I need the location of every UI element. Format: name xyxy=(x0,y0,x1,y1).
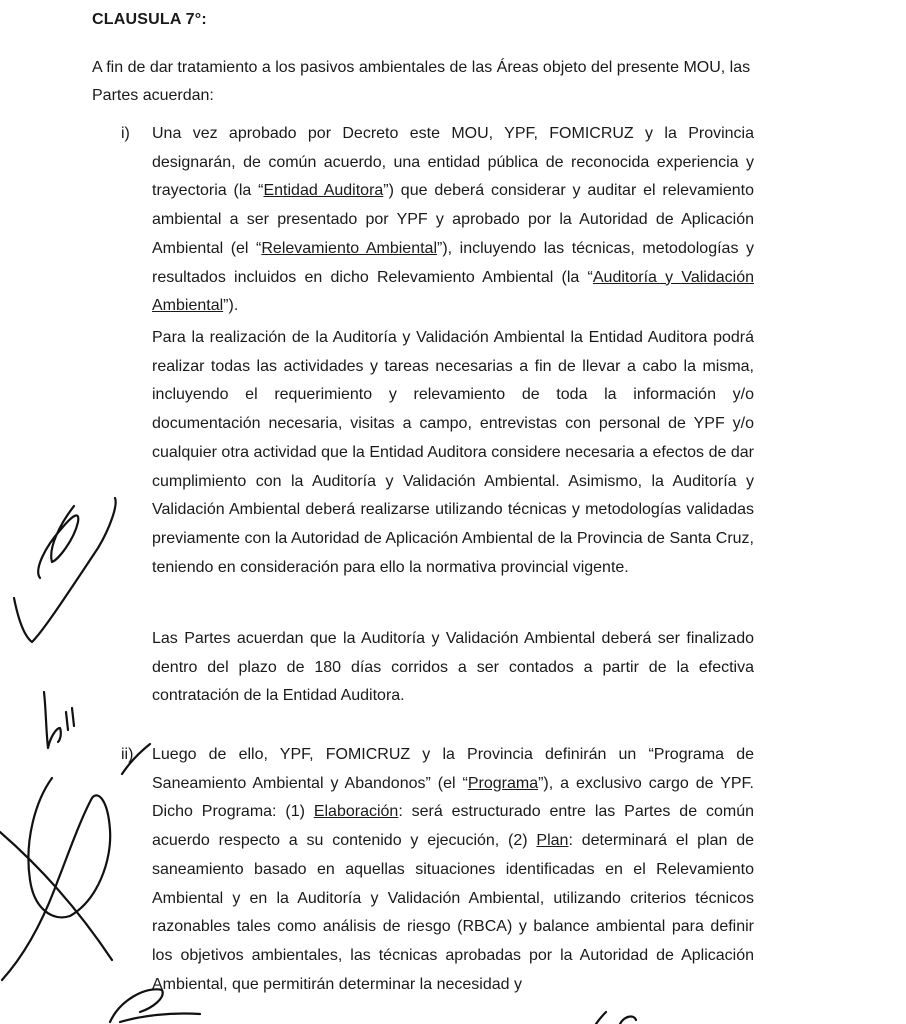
item-ii-paragraph xyxy=(152,741,754,999)
item-ii-text-b: ”), a exclusivo cargo de YPF. Dicho Programa: (1) xyxy=(152,774,754,821)
signature-stroke-9 xyxy=(596,1012,636,1024)
clause-heading: CLAUSULA 7°: xyxy=(92,11,207,28)
item-i-paragraph-3: Las Partes acuerdan que la Auditoría y Validación Ambiental deberá ser finalizado dentro del plazo de 180 días corridos a ser contados a partir de la efectiva contratación de la Entidad Auditora. xyxy=(152,630,754,705)
signature-stroke-2 xyxy=(38,506,78,578)
signature-stroke-3 xyxy=(44,692,61,748)
item-ii-text-d: : determinará el plan de saneamiento basado en aquellas situaciones identificadas en el Relevamiento Ambiental y en la Auditoría y Validación Ambiental, utilizando criterios técnicos razonables tales como análisis de riesgo (RBCA) y balance ambiental para definir los objetivos ambientales, las técnicas aprobadas por la Autoridad de Aplicación Ambiental, que permitirán determinar la necesidad y xyxy=(152,832,754,993)
signature-stroke-4 xyxy=(66,708,74,730)
term-programa: Programa xyxy=(467,774,539,792)
item-i-number: i) xyxy=(121,125,130,142)
term-auditoria-validacion: Auditoría y Validación Ambiental xyxy=(152,268,754,315)
term-relevamiento-ambiental: Relevamiento Ambiental xyxy=(261,239,437,257)
term-elaboracion: Elaboración xyxy=(313,803,399,821)
item-i-p1-text-a: Una vez aprobado por Decreto este MOU, YPF, FOMICRUZ y la Provincia designarán, de común acuerdo, una entidad pública de reconocida experiencia y trayectoria (la “ xyxy=(152,125,754,200)
item-ii-number: ii) xyxy=(121,746,134,763)
item-i-paragraph-2: Para la realización de la Auditoría y Validación Ambiental la Entidad Auditora podrá realizar todas las actividades y tareas necesarias a fin de llevar a cabo la misma, incluyendo el requerimiento y relevamiento de toda la información y/o documentación necesaria, visitas a campo, entrevistas con personal de YPF y/o cualquier otra actividad que la Entidad Auditora considere necesaria a efectos de dar cumplimiento con la Auditoría y Validación Ambiental. Asimismo, la Auditoría y Validación Ambiental deberá realizarse utilizando técnicas y metodologías validadas previamente con la Autoridad de Aplicación Ambiental de la Provincia de Santa Cruz, teniendo en consideración para ello la normativa provincial vigente. xyxy=(152,329,754,576)
term-plan: Plan xyxy=(536,832,569,850)
item-i-paragraph-1 xyxy=(152,120,754,321)
signature-stroke-1 xyxy=(14,498,116,642)
term-entidad-auditora: Entidad Auditora xyxy=(263,182,384,200)
item-ii-text-a: Luego de ello, YPF, FOMICRUZ y la Provincia definirán un “Programa de Saneamiento Ambiental y Abandonos” (el “ xyxy=(152,746,754,792)
item-i-p1-text-c: ”), incluyendo las técnicas, metodologías y resultados incluidos en dicho Relevamiento Ambiental (la “ xyxy=(152,239,754,286)
signature-stroke-6 xyxy=(0,832,112,960)
item-ii-text-c: : será estructurado entre las Partes de común acuerdo respecto a su contenido y ejecución, (2) xyxy=(152,803,754,850)
item-i-p1-text-d: ”). xyxy=(223,297,239,315)
item-i-p1-text-b: ”) que deberá considerar y auditar el relevamiento ambiental a ser presentado por YPF y aprobado por la Autoridad de Aplicación Ambiental (el “ xyxy=(152,182,754,257)
clause-intro: A fin de dar tratamiento a los pasivos ambientales de las Áreas objeto del presente MOU, las Partes acuerdan: xyxy=(92,59,751,104)
signature-stroke-5 xyxy=(2,778,110,980)
